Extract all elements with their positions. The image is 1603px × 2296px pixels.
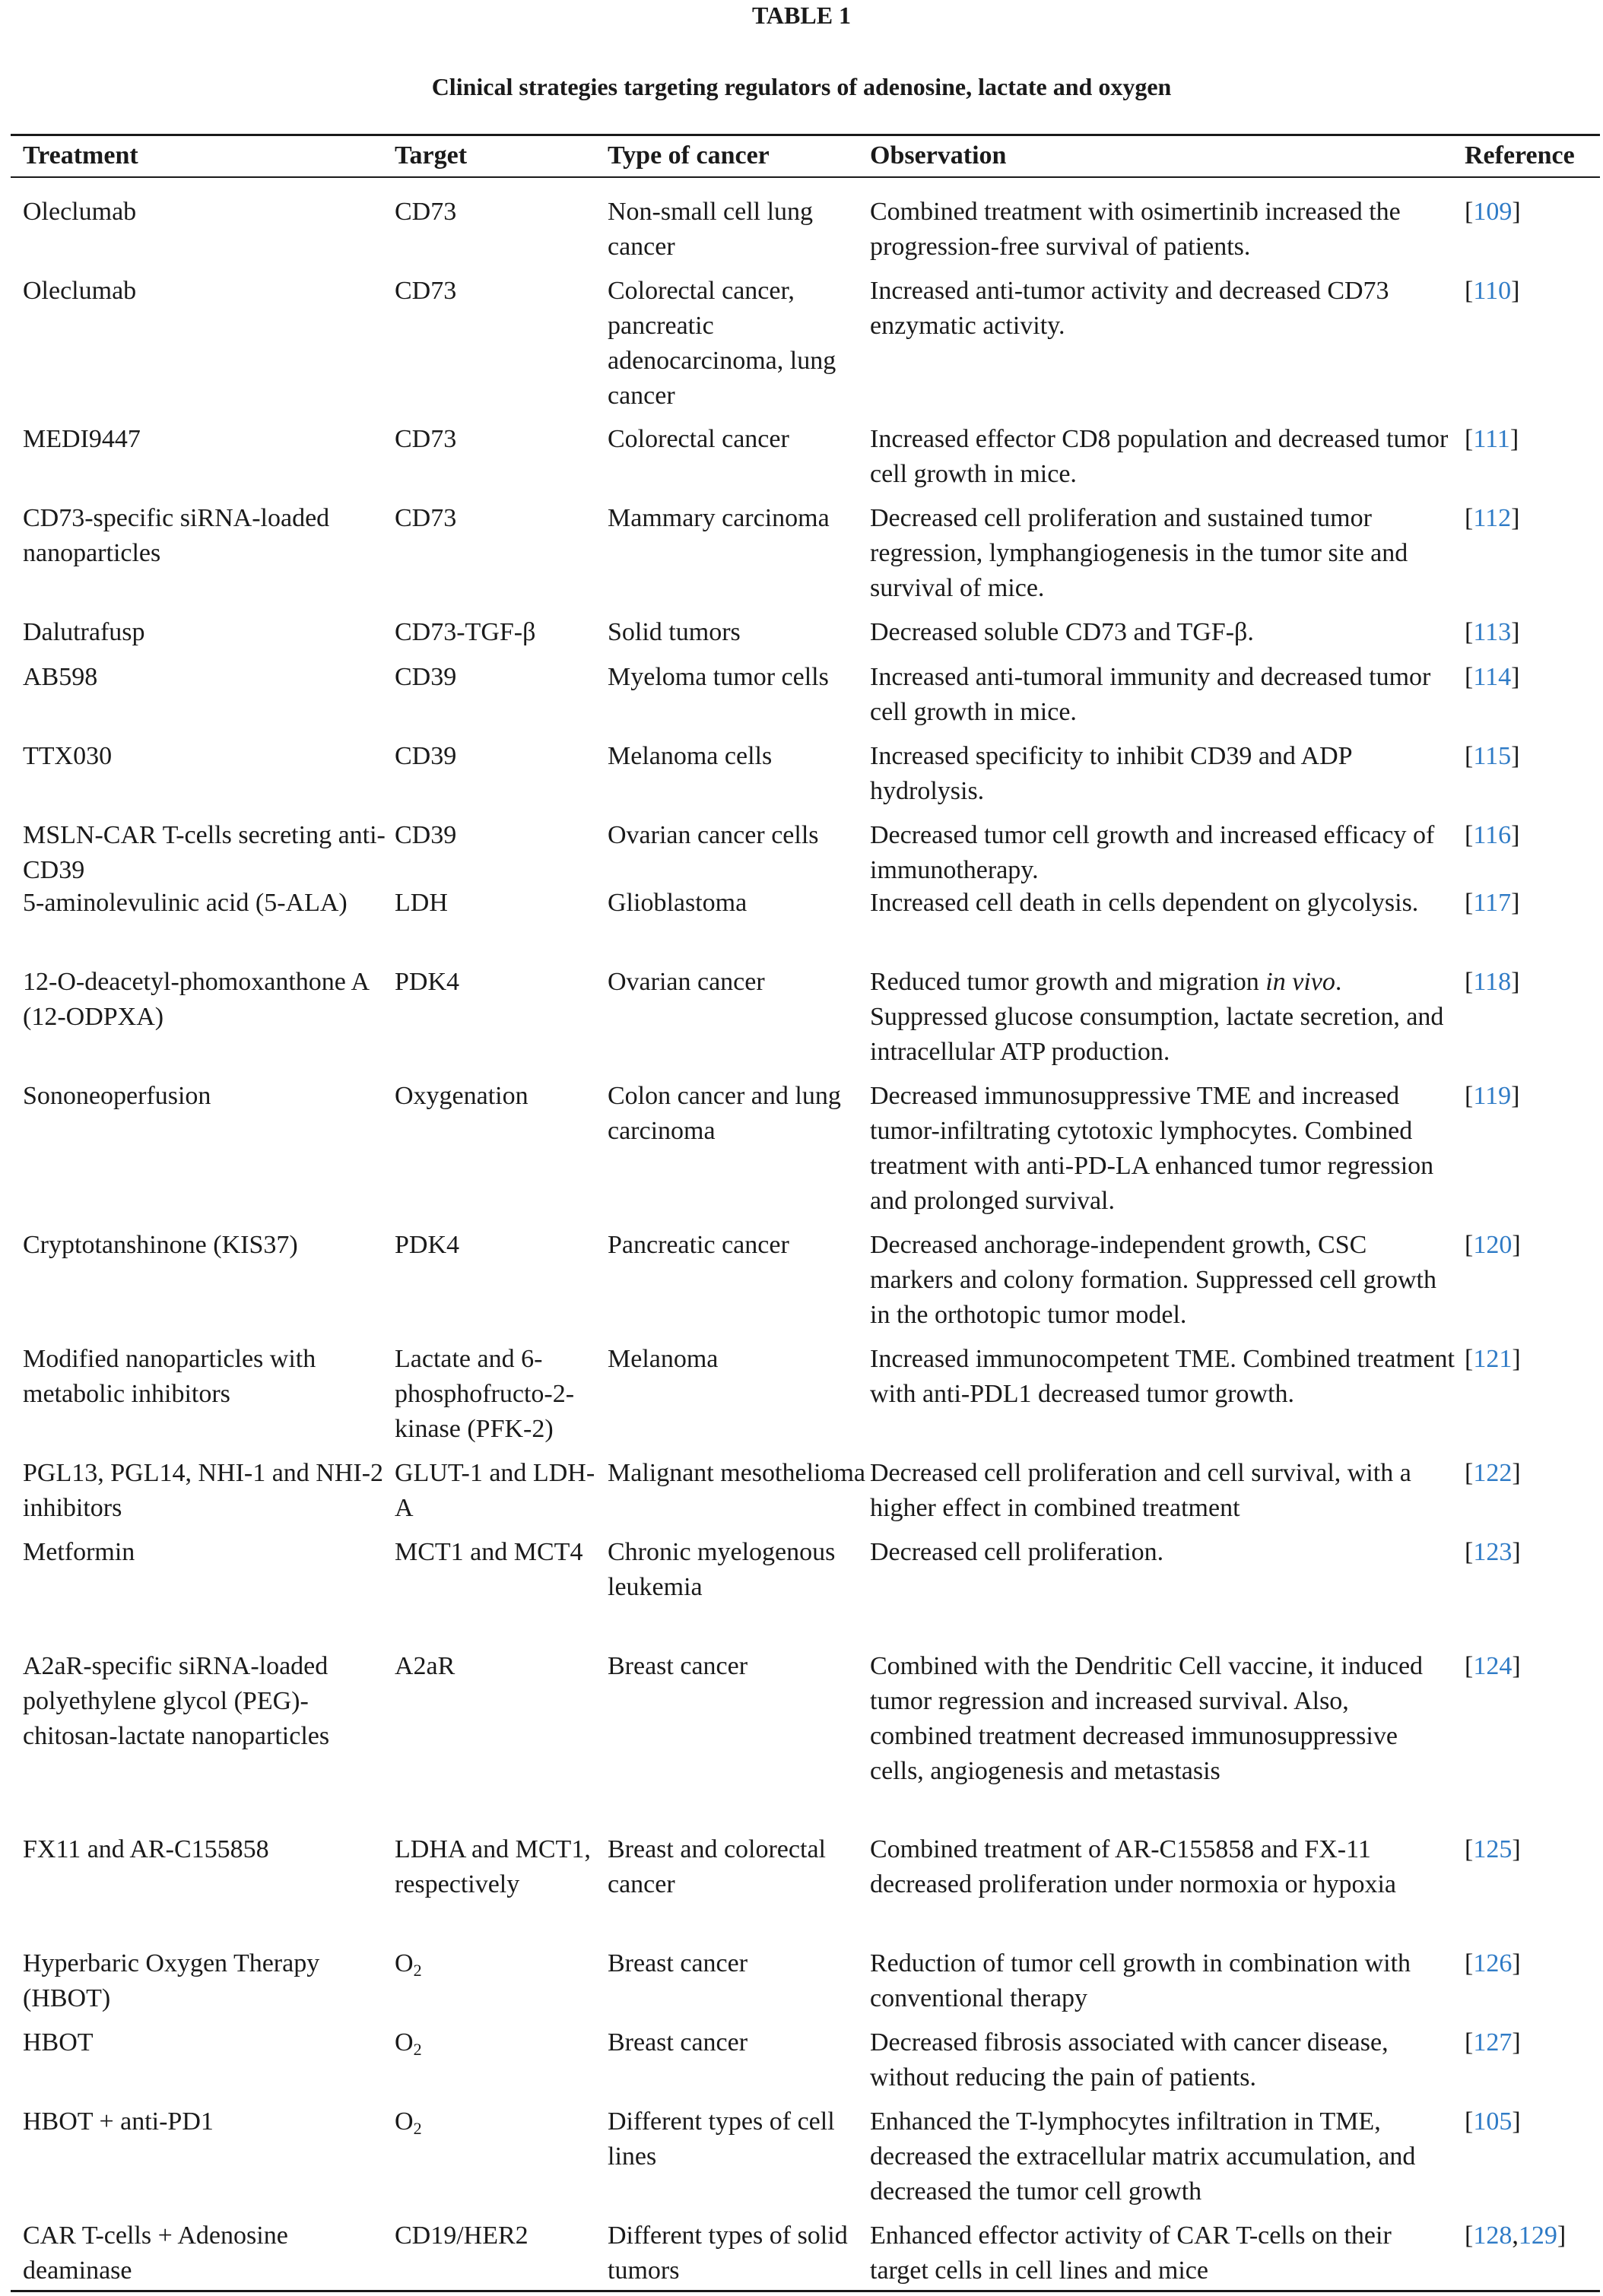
target-cell [395, 1946, 608, 1981]
observation-italic: in vivo [1265, 968, 1335, 996]
observation-cell: Decreased cell proliferation. [870, 1538, 1164, 1566]
reference-cell: [125] [1465, 1835, 1521, 1863]
cancer-type-cell: Melanoma cells [608, 742, 773, 770]
treatment-cell: A2aR-specific siRNA-loaded polyethylene glycol (PEG)-chitosan-lactate nanoparticles [23, 1652, 330, 1750]
target-cell: CD39 [395, 742, 457, 770]
observation-cell: Enhanced the T-lymphocytes infiltration in TME, decreased the extracellular matrix accumulation, and decreased the tumor cell growth [870, 2107, 1416, 2206]
observation-cell: Increased cell death in cells dependent on glycolysis. [870, 889, 1419, 917]
reference-cell: [122] [1465, 1459, 1521, 1487]
reference-link[interactable]: 120 [1473, 1231, 1513, 1259]
reference-cell: [116] [1465, 821, 1520, 849]
treatment-cell: PGL13, PGL14, NHI-1 and NHI-2 inhibitors [23, 1459, 384, 1522]
reference-cell: [119] [1465, 1082, 1520, 1110]
cancer-type-cell: Non-small cell lung cancer [608, 198, 814, 261]
table-title: Clinical strategies targeting regulators of adenosine, lactate and oxygen [431, 73, 1172, 100]
reference-cell: [113] [1465, 618, 1520, 646]
cancer-type-cell: Colorectal cancer [608, 425, 789, 453]
observation-cell: Decreased cell proliferation and cell survival, with a higher effect in combined treatment [870, 1459, 1411, 1522]
observation-text: . Suppressed glucose consumption, lactate secretion, and intracellular ATP production. [870, 968, 1444, 1066]
target-cell: PDK4 [395, 1231, 460, 1259]
target-subscript: 2 [413, 1961, 422, 1980]
observation-cell: Combined with the Dendritic Cell vaccine, it induced tumor regression and increased survival. Also, combined treatment decreased immunosuppressive cells, angiogenesis and metastasis [870, 1652, 1424, 1785]
target-cell: Lactate and 6-phosphofructo-2-kinase (PFK-2) [395, 1345, 575, 1443]
observation-cell: Combined treatment of AR-C155858 and FX-11 decreased proliferation under normoxia or hypoxia [870, 1835, 1397, 1898]
target-cell: CD73 [395, 504, 457, 532]
reference-cell: [111] [1465, 425, 1519, 453]
reference-cell: [109] [1465, 198, 1521, 226]
target-cell: CD39 [395, 663, 457, 691]
bottom-rule [11, 2290, 1600, 2292]
observation-cell: Increased effector CD8 population and decreased tumor cell growth in mice. [870, 425, 1449, 488]
observation-cell: Increased anti-tumor activity and decreased CD73 enzymatic activity. [870, 277, 1389, 340]
cancer-type-cell: Breast cancer [608, 2028, 748, 2057]
reference-cell: [120] [1465, 1231, 1521, 1259]
cancer-type-cell: Solid tumors [608, 618, 741, 646]
header-observation: Observation [870, 141, 1007, 170]
reference-link[interactable]: 122 [1473, 1459, 1513, 1487]
target-base: O [395, 2107, 414, 2136]
target-subscript: 2 [413, 2040, 422, 2059]
treatment-cell: MSLN-CAR T-cells secreting anti-CD39 [23, 821, 386, 884]
table-label: TABLE 1 [751, 2, 852, 29]
treatment-cell: HBOT + anti-PD1 [23, 2107, 214, 2136]
reference-cell: [123] [1465, 1538, 1521, 1566]
cancer-type-cell: Pancreatic cancer [608, 1231, 789, 1259]
cancer-type-cell: Ovarian cancer cells [608, 821, 819, 849]
reference-cell: [114] [1465, 663, 1520, 691]
observation-cell: Increased immunocompetent TME. Combined treatment with anti-PDL1 decreased tumor growth. [870, 1345, 1455, 1408]
treatment-cell: FX11 and AR-C155858 [23, 1835, 269, 1863]
target-cell: CD73 [395, 198, 457, 226]
reference-cell: [115] [1465, 742, 1520, 770]
header-rule [11, 176, 1600, 178]
reference-link[interactable]: 127 [1473, 2028, 1513, 2057]
reference-link[interactable]: 117 [1473, 889, 1512, 917]
observation-cell: Combined treatment with osimertinib increased the progression-free survival of patients. [870, 198, 1401, 261]
reference-cell: [127] [1465, 2028, 1521, 2057]
header-type-of-cancer: Type of cancer [608, 141, 770, 170]
reference-link[interactable]: 109 [1473, 198, 1513, 226]
treatment-cell: Modified nanoparticles with metabolic inhibitors [23, 1345, 316, 1408]
observation-cell: Decreased anchorage-independent growth, CSC markers and colony formation. Suppressed cell growth in the orthotopic tumor model. [870, 1231, 1436, 1329]
reference-link[interactable]: 112 [1473, 504, 1512, 532]
observation-cell: Decreased soluble CD73 and TGF-β. [870, 618, 1254, 646]
target-cell: LDH [395, 889, 448, 917]
target-cell: LDHA and MCT1, respectively [395, 1835, 591, 1898]
observation-cell: Decreased cell proliferation and sustained tumor regression, lymphangiogenesis in the tumor site and survival of mice. [870, 504, 1408, 602]
treatment-cell: HBOT [23, 2028, 94, 2057]
cancer-type-cell: Colorectal cancer, pancreatic adenocarcinoma, lung cancer [608, 277, 836, 410]
reference-cell: [126] [1465, 1949, 1521, 1977]
reference-cell: [105] [1465, 2107, 1521, 2136]
target-cell: GLUT-1 and LDH-A [395, 1459, 595, 1522]
reference-cell: [118] [1465, 968, 1520, 996]
table-header-row [0, 138, 1603, 173]
reference-cell: [121] [1465, 1345, 1521, 1373]
header-target: Target [395, 141, 468, 170]
observation-cell: Decreased tumor cell growth and increased efficacy of immunotherapy. [870, 821, 1435, 884]
observation-cell: Increased specificity to inhibit CD39 and ADP hydrolysis. [870, 742, 1352, 805]
treatment-cell: 5-aminolevulinic acid (5-ALA) [23, 889, 348, 917]
treatment-cell: AB598 [23, 663, 98, 691]
treatment-cell: TTX030 [23, 742, 113, 770]
cancer-type-cell: Breast cancer [608, 1652, 748, 1680]
target-cell: CD73 [395, 277, 457, 305]
treatment-cell: Cryptotanshinone (KIS37) [23, 1231, 298, 1259]
target-cell: CD73 [395, 425, 457, 453]
cancer-type-cell: Different types of cell lines [608, 2107, 835, 2171]
observation-cell: Decreased fibrosis associated with cancer disease, without reducing the pain of patients. [870, 2028, 1389, 2091]
reference-link[interactable]: 114 [1473, 663, 1512, 691]
treatment-cell: Metformin [23, 1538, 135, 1566]
target-cell [395, 2025, 608, 2060]
reference-link[interactable]: 126 [1473, 1949, 1513, 1977]
treatment-cell: Oleclumab [23, 198, 137, 226]
observation-cell: Decreased immunosuppressive TME and increased tumor-infiltrating cytotoxic lymphocytes. Combined treatment with anti-PD-LA enhanced tumor regression and prolonged survival. [870, 1082, 1434, 1215]
target-base: O [395, 1949, 414, 1977]
target-cell: A2aR [395, 1652, 456, 1680]
treatment-cell: Dalutrafusp [23, 618, 145, 646]
observation-cell: Increased anti-tumoral immunity and decreased tumor cell growth in mice. [870, 663, 1431, 726]
cancer-type-cell: Melanoma [608, 1345, 719, 1373]
cancer-type-cell: Mammary carcinoma [608, 504, 830, 532]
reference-link[interactable]: 115 [1473, 742, 1512, 770]
target-cell: CD73-TGF-β [395, 618, 536, 646]
header-reference: Reference [1465, 141, 1575, 170]
treatment-cell: Sononeoperfusion [23, 1082, 211, 1110]
cancer-type-cell: Malignant mesothelioma [608, 1459, 865, 1487]
treatment-cell: Oleclumab [23, 277, 137, 305]
reference-cell: [112] [1465, 504, 1520, 532]
reference-link[interactable]: 124 [1473, 1652, 1513, 1680]
reference-link[interactable]: 123 [1473, 1538, 1513, 1566]
cancer-type-cell: Chronic myelogenous leukemia [608, 1538, 836, 1601]
reference-cell: [124] [1465, 1652, 1521, 1680]
top-rule [11, 134, 1600, 136]
cancer-type-cell: Breast cancer [608, 1949, 748, 1977]
treatment-cell: Hyperbaric Oxygen Therapy (HBOT) [23, 1949, 320, 2012]
cancer-type-cell: Ovarian cancer [608, 968, 765, 996]
reference-cell: [117] [1465, 889, 1520, 917]
cancer-type-cell: Breast and colorectal cancer [608, 1835, 826, 1898]
cancer-type-cell: Colon cancer and lung carcinoma [608, 1082, 841, 1145]
target-cell: MCT1 and MCT4 [395, 1538, 583, 1566]
treatment-cell: 12-O-deacetyl-phomoxanthone A (12-ODPXA) [23, 968, 369, 1031]
reference-link[interactable]: 116 [1473, 821, 1512, 849]
observation-cell [870, 965, 1455, 1070]
target-subscript: 2 [413, 2119, 422, 2138]
reference-link[interactable]: 129 [1518, 2221, 1557, 2250]
target-cell: CD39 [395, 821, 457, 849]
cancer-type-cell: Myeloma tumor cells [608, 663, 829, 691]
reference-link[interactable]: 105 [1473, 2107, 1513, 2136]
reference-link[interactable]: 113 [1473, 618, 1512, 646]
header-treatment: Treatment [23, 141, 138, 170]
reference-link[interactable]: 118 [1473, 968, 1512, 996]
observation-cell: Reduction of tumor cell growth in combination with conventional therapy [870, 1949, 1411, 2012]
reference-link[interactable]: 110 [1473, 277, 1512, 305]
observation-cell: Enhanced effector activity of CAR T-cells on their target cells in cell lines and mice [870, 2221, 1392, 2285]
target-base: O [395, 2028, 414, 2057]
reference-link[interactable]: 119 [1473, 1082, 1512, 1110]
reference-link[interactable]: 111 [1473, 425, 1510, 453]
cancer-type-cell: Glioblastoma [608, 889, 748, 917]
treatment-cell: CD73-specific siRNA-loaded nanoparticles [23, 504, 330, 567]
observation-text: Reduced tumor growth and migration [870, 968, 1266, 996]
reference-link[interactable]: 121 [1473, 1345, 1513, 1373]
treatment-cell: CAR T-cells + Adenosine deaminase [23, 2221, 288, 2285]
treatment-cell: MEDI9447 [23, 425, 141, 453]
target-cell [395, 2104, 608, 2139]
cancer-type-cell: Different types of solid tumors [608, 2221, 848, 2285]
reference-link[interactable]: 128 [1473, 2221, 1513, 2250]
reference-cell: [128,129] [1465, 2221, 1566, 2250]
target-cell: PDK4 [395, 968, 460, 996]
target-cell: Oxygenation [395, 1082, 529, 1110]
reference-link[interactable]: 125 [1473, 1835, 1513, 1863]
reference-cell: [110] [1465, 277, 1520, 305]
target-cell: CD19/HER2 [395, 2221, 529, 2250]
